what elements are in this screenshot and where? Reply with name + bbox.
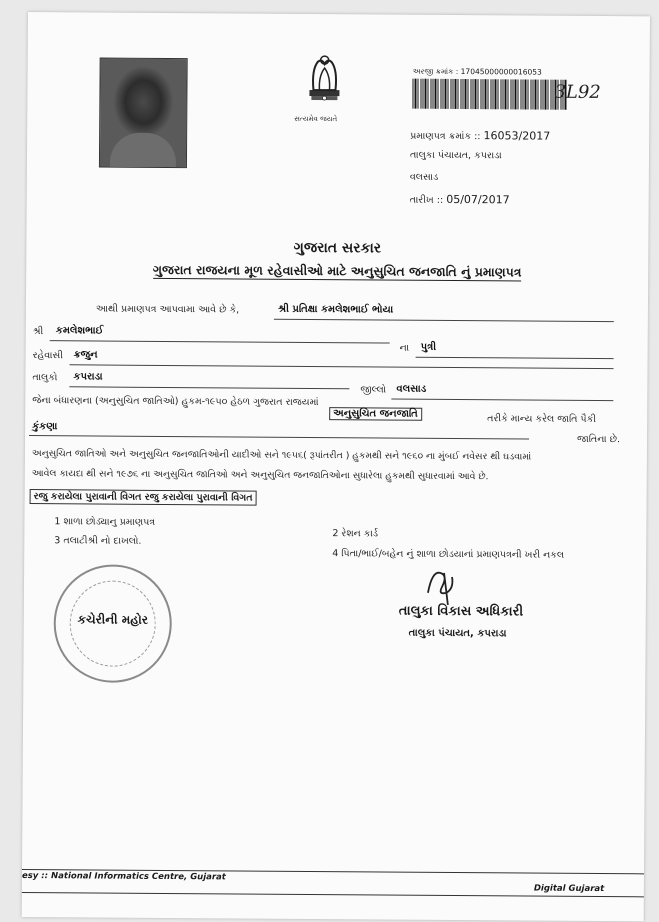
date-value: 05/07/2017 [446,192,510,207]
evidence-item-4: 4 પિતા/ભાઈ/બહેન નું શાળા છોડયાનાં પ્રમાણપત્રની ખરી નકલ [332,548,565,561]
footer-credit: esy :: National Informatics Centre, Gujarat [21,870,226,883]
certificate-title: ગુજરાત રાજયના મૂળ રહેવાસીઓ માટે અનુસુચિત જનજાતિ નું પ્રમાણપત્ર [152,261,522,280]
application-number: અરજી ક્રમાંક : 17045000000016053 [412,66,542,77]
applicant-photo [99,58,188,169]
handwritten-number: 3L92 [554,81,601,104]
evidence-item-1: 1 શાળા છોડ્યાનુ પ્રમાણપત્ર [54,516,156,528]
taluka: કપરાડા [73,371,103,383]
taluka-label: તાલુકો [32,372,58,384]
district: વલસાડ [396,383,427,395]
date-row [410,193,510,207]
caste: કુંકણા [32,421,58,433]
category-badge: અનુસુચિત જનજાતિ [329,407,422,421]
signature-mark [422,563,462,609]
father-name: કમલેશભાઈ [55,325,104,337]
government-title: ગુજરાત સરકાર [293,239,382,257]
signatory-office: તાલુકા પંચાયત, કપરાડા [408,627,507,640]
act-text: જેના બંધારણના (અનુસુચિત જાતિઓ) હુકમ-૧૯૫૦ હેઠળ ગુજરાત રાજયમાં [32,395,319,409]
intro-text: આથી પ્રમાણપત્ર આપવામા આવે છે કે, [95,303,240,316]
cert-number-row [410,129,550,143]
seal-text: કચેરીની મહોર [77,612,149,627]
applicant-name: શ્રી પ્રતિક્ષા કમલેશભાઈ ભોયા [277,303,394,316]
office-line-2: વલસાડ [409,171,439,183]
barcode [412,79,567,110]
district-label: જીલ્લો [360,384,387,396]
relation: પુત્રી [420,341,437,353]
cert-number-value: 16053/2017 [483,129,551,143]
evidence-item-2: 2 રેશન કાર્ડ [332,528,379,540]
recognised-text: તરીકે માન્ય કરેલ જાતિ પૈકી [487,413,597,425]
office-line-1: તાલુકા પંચાયત, કપરાડા [409,149,502,162]
caste-suffix: જાતિના છે. [576,433,621,446]
resident-label: રહેવાસી [32,350,63,362]
paragraph-line-1: અનુસુચિત જાતિઓ અને અનુસુચિત જનજાતિઓની યાદીઓ સને ૧૯૫૬( રૂપાંતરીત ) હુકમથી સને ૧૯૬૦ ના મુંબઈ નવેસર થી ઘડવામાં [31,448,532,463]
shri-label: શ્રી [32,326,44,338]
village: ક્રજુન [73,349,98,361]
cert-number-label: પ્રમાણપત્ર ક્રમાંક :: [410,130,481,143]
footer-brand: Digital Gujarat [533,883,605,895]
date-label: તારીખ :: [409,194,444,206]
na-label: ના [399,342,410,354]
office-seal [53,564,172,683]
certificate-page [22,12,650,921]
emblem-caption: સત્યમેવ જયતે [294,114,338,124]
paragraph-line-2: આવેલ કાયદા થી સને ૧૯૭૬ ના અનુસુચિત જાતિઓ અને અનુસુચિત જનજાતિઓના સુધારેલા હુકમથી સુધારવામાં આવે છે. [31,468,489,483]
signatory-designation: તાલુકા વિકાસ અધિકારી [398,603,524,620]
national-emblem-icon [299,50,349,114]
evidence-heading: રજુ કરાયેલા પુરાવાની વિગત રજુ કરાયેલા પુરાવાની વિગત [30,489,257,506]
evidence-item-3: 3 તલાટીશ્રી નો દાખલો. [54,535,142,547]
